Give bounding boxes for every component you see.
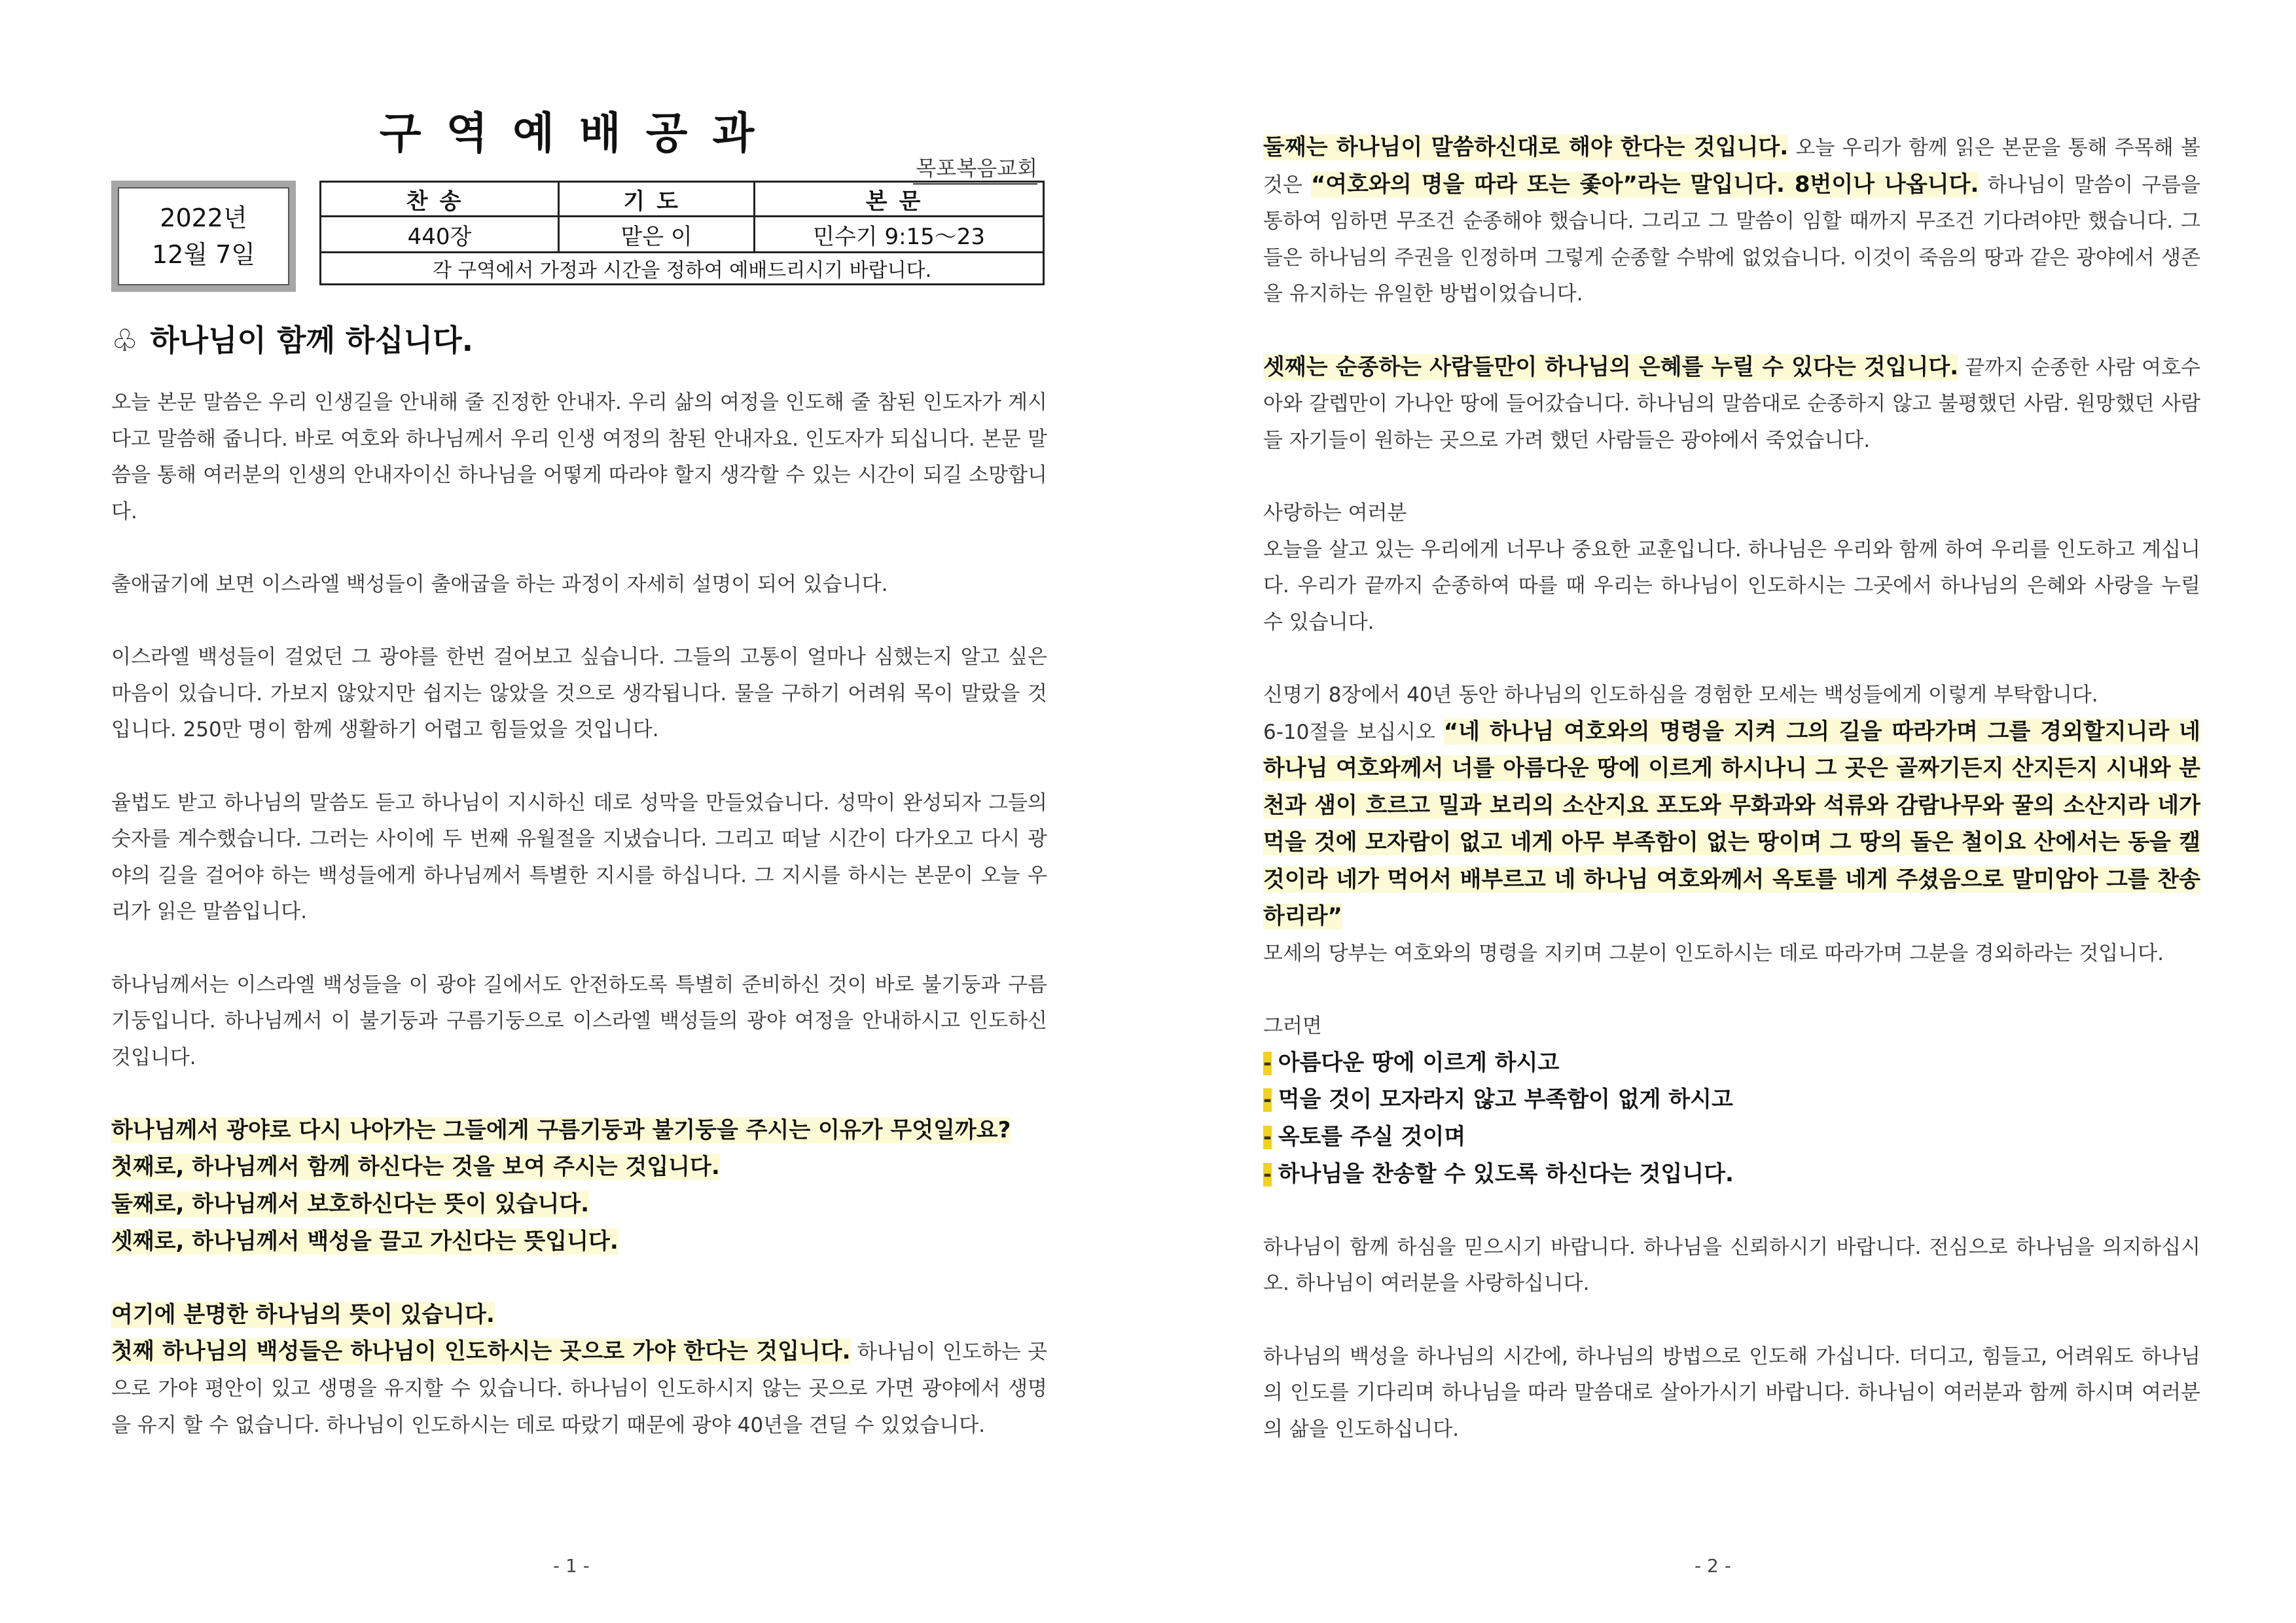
date-box [111,181,296,292]
scripture-quote: “네 하나님 여호와의 명령을 지켜 그의 길을 따라가며 그를 경외할지니라 네 하나님 여호와께서 너를 아름다운 땅에 이르게 하시나니 그 곳은 골짜기든지 산지든지 시내와 분천과 샘이 흐르고 밀과 보리의 소산지요 포도와 무화과와 석류와 감람나무와 꿀의 소산지라 네가 먹을 것에 모자람이 없고 네게 아무 부족함이 없는 땅이며 그 땅의 돌은 철이요 산에서는 동을 캘 것이라 네가 먹어서 배부르고 네 하나님 여호와께서 옥토를 네게 주셨음으로 말미암아 그를 찬송하리라” [1263,718,2200,930]
paragraph: 신명기 8장에서 40년 동안 하나님의 인도하심을 경험한 모세는 백성들에게 이렇게 부탁합니다. [1263,683,2098,707]
header-scripture: 본문 [755,182,1044,217]
page-title: 구역예배공과 [379,108,780,158]
worship-info-table [319,181,1045,285]
will-first-text: 하나님이 인도하는 곳으로 가야 평안이 있고 생명을 유지할 수 있습니다. 하나님이 인도하시지 않는 곳으로 가면 광야에서 생명을 유지 할 수 없습니다. 하나님이 인도하시는 데로 따랐기 때문에 광야 40년을 견딜 수 있었습니다. [111,1340,1047,1437]
paragraph: 출애굽기에 보면 이스라엘 백성들이 출애굽을 하는 과정이 자세히 설명이 되어 있습니다. [111,572,888,596]
bullet-mark: - [1263,1126,1272,1150]
club-icon: ♧ [111,323,139,358]
page-2 [1148,0,2296,1623]
paragraph: 사랑하는 여러분 [1263,501,1407,525]
paragraph: 하나님의 백성을 하나님의 시간에, 하나님의 방법으로 인도해 가십니다. 더디고, 힘들고, 어려워도 하나님의 인도를 기다리며 하나님을 따라 말씀대로 살아가시기 바랍니다. 하나님이 여러분과 함께 하시며 여러분의 삶을 인도하십니다. [1263,1344,2200,1441]
bullet-item: 아름다운 땅에 이르게 하시고 [1278,1049,1560,1076]
prayer-value: 맡은 이 [559,217,755,253]
hymn-value: 440장 [321,217,559,253]
third-point-bold: 셋째는 순종하는 사람들만이 하나님의 은혜를 누릴 수 있다는 것입니다. [1263,353,1959,380]
text: 6-10절을 보십시오 [1263,720,1444,744]
table-note: 각 구역에서 가정과 시간을 정하여 예배드리시기 바랍니다. [321,253,1044,285]
page-number: - 1 - [553,1555,590,1577]
date-day: 12월 7일 [151,240,256,269]
bullet-mark: - [1263,1088,1272,1113]
will-first-bold: 첫째 하나님의 백성들은 하나님이 인도하시는 곳으로 가야 한다는 것입니다. [111,1338,851,1365]
paragraph: 하나님이 함께 하심을 믿으시기 바랍니다. 하나님을 신뢰하시기 바랍니다. 전심으로 하나님을 의지하십시오. 하나님이 여러분을 사랑하십니다. [1263,1235,2200,1296]
second-point-bold: 둘째는 하나님이 말씀하신대로 해야 한다는 것입니다. [1263,134,1789,160]
paragraph: 율법도 받고 하나님의 말씀도 듣고 하나님이 지시하신 데로 성막을 만들었습니다. 성막이 완성되자 그들의 숫자를 계수했습니다. 그러는 사이에 두 번째 유월절을 지냈습니다. 그리고 떠날 시간이 다가오고 다시 광야의 길을 걸어야 하는 백성들에게 하나님께서 특별한 지시를 하십니다. 그 지시를 하시는 본문이 오늘 우리가 읽은 말씀입니다. [111,791,1047,924]
section-heading [111,317,473,360]
bullet-item: 옥토를 주실 것이며 [1278,1124,1466,1150]
paragraph: 하나님께서는 이스라엘 백성들을 이 광야 길에서도 안전하도록 특별히 준비하신 것이 바로 불기둥과 구름기둥입니다. 하나님께서 이 불기둥과 구름기둥으로 이스라엘 백성들의 광야 여정을 안내하시고 인도하신 것입니다. [111,972,1047,1069]
header-hymn: 찬송 [321,182,559,217]
page2-body [1263,130,2200,1448]
reason-line: 첫째로, 하나님께서 함께 하신다는 것을 보여 주시는 것입니다. [111,1154,720,1181]
bullet-mark: - [1263,1051,1272,1075]
reason-line: 셋째로, 하나님께서 백성을 끌고 가신다는 뜻입니다. [111,1228,619,1255]
paragraph: 오늘 본문 말씀은 우리 인생길을 안내해 줄 진정한 안내자. 우리 삶의 여정을 인도해 줄 참된 인도자가 계시다고 말씀해 줍니다. 바로 여호와 하나님께서 우리 인생 여정의 참된 안내자요. 인도자가 되십니다. 본문 말씀을 통해 여러분의 인생의 안내자이신 하나님을 어떻게 따라야 할지 생각할 수 있는 시간이 되길 소망합니다. [111,391,1047,524]
bullet-item: 먹을 것이 모자라지 않고 부족함이 없게 하시고 [1278,1086,1733,1113]
text: 끝까지 순종한 사람 여호수아와 갈렙만이 가나안 땅에 들어갔습니다. 하나님의 말씀대로 순종하지 않고 불평했던 사람. 원망했던 사람들 자기들이 원하는 곳으로 가려 했던 사람들은 광야에서 죽었습니다. [1263,355,2200,452]
page-number: - 2 - [1695,1555,1731,1577]
date-year: 2022년 [160,204,247,232]
page1-body [111,385,1047,1444]
paragraph: 이스라엘 백성들이 걸었던 그 광야를 한번 걸어보고 싶습니다. 그들의 고통이 얼마나 심했는지 알고 싶은 마음이 있습니다. 가보지 않았지만 쉽지는 않았을 것으로 생각됩니다. 물을 구하기 어려워 목이 말랐을 것입니다. 250만 명이 함께 생활하기 어렵고 힘들었을 것입니다. [111,645,1047,742]
church-name: 목포복음교회 [913,152,1037,185]
paragraph: 오늘을 살고 있는 우리에게 너무나 중요한 교훈입니다. 하나님은 우리와 함께 하여 우리를 인도하고 계십니다. 우리가 끝까지 순종하여 따를 때 우리는 하나님이 인도하시는 그곳에서 하나님의 은혜와 사랑을 누릴 수 있습니다. [1263,537,2200,634]
text: 오늘 우리가 함께 읽은 본문을 통해 주목해 볼 것은 [1263,136,2200,197]
header-prayer: 기도 [559,182,755,217]
heading-text: 하나님이 함께 하십니다. [150,323,474,358]
bullet-item: 하나님을 찬송할 수 있도록 하신다는 것입니다. [1278,1160,1734,1187]
paragraph: 모세의 당부는 여호와의 명령을 지키며 그분이 인도하시는 데로 따라가며 그분을 경외하라는 것입니다. [1263,942,2164,966]
reason-line: 둘째로, 하나님께서 보호하신다는 뜻이 있습니다. [111,1191,590,1218]
paragraph: 그러면 [1263,1014,1322,1039]
bullet-mark: - [1263,1162,1272,1186]
text: 하나님이 말씀이 구름을 통하여 임하면 무조건 순종해야 했습니다. 그리고 그 말씀이 임할 때까지 무조건 기다려야만 했습니다. 그들은 하나님의 주권을 인정하며 그렇게 순종할 수밖에 없었습니다. 이것이 죽음의 땅과 같은 광야에서 생존을 유지하는 유일한 방법이었습니다. [1263,173,2200,306]
question-line: 하나님께서 광야로 다시 나아가는 그들에게 구름기둥과 불기둥을 주시는 이유가 무엇일까요? [111,1116,1011,1143]
scripture-value: 민수기 9:15～23 [755,217,1044,253]
will-heading: 여기에 분명한 하나님의 뜻이 있습니다. [111,1301,495,1328]
quote-bold: “여호와의 명을 따라 또는 좇아”라는 말입니다. 8번이나 나옵니다. [1310,171,1979,198]
